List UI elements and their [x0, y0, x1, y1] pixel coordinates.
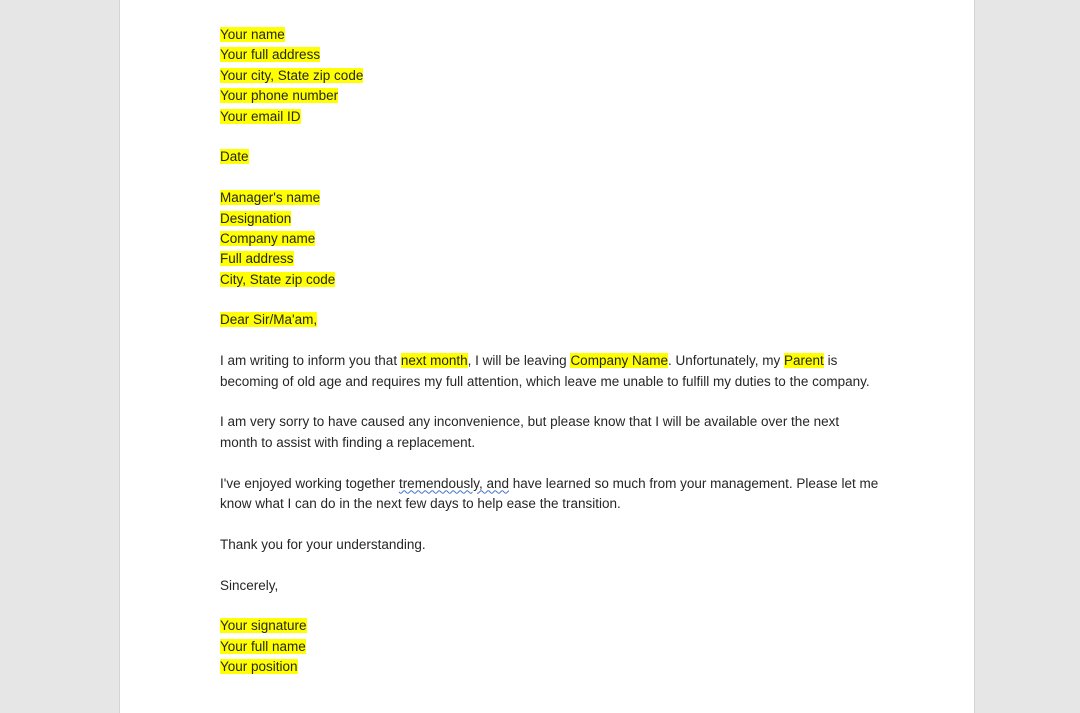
thanks-line: Thank you for your understanding. [220, 536, 426, 552]
sender-block [220, 25, 880, 45]
signature-position: Your position [220, 659, 298, 675]
paragraph-1-text: . Unfortunately, my [667, 353, 785, 369]
signature: Your signature [220, 618, 307, 634]
document-page [119, 0, 975, 713]
paragraph-1-text: I am writing to inform you that [220, 353, 401, 369]
signature-full-name: Your full name [220, 638, 306, 654]
paragraph-1-text: is becoming of old age and requires my full attention, which leave me unable to fulfill my duties to the company. [220, 353, 870, 389]
recipient-designation: Designation [220, 210, 292, 226]
closing-line: Sincerely, [220, 577, 279, 593]
paragraph-3-text: I've enjoyed working together [220, 475, 399, 491]
paragraph-3-text: have learned so much from your management. Please let me know what I can do in the next few days to help ease the transition. [220, 475, 879, 512]
sender-address: Your full address [220, 47, 321, 63]
placeholder-timing: next month [400, 353, 468, 369]
sender-name: Your name [220, 27, 285, 42]
recipient-address: Full address [220, 251, 294, 267]
paragraph-1 [220, 351, 880, 392]
recipient-name: Manager's name [220, 190, 321, 206]
paragraph-2: I am very sorry to have caused any inconvenience, but please know that I will be available over the next month to assist with finding a replacement. [220, 414, 840, 450]
paragraph-3 [220, 474, 880, 515]
placeholder-reason: Parent [784, 353, 824, 369]
letter-date: Date [220, 149, 249, 165]
letter-body[interactable] [220, 25, 880, 678]
placeholder-company: Company Name [570, 353, 668, 369]
recipient-company: Company name [220, 230, 316, 246]
sender-email: Your email ID [220, 108, 301, 124]
grammar-flag[interactable]: tremendously, and [398, 475, 510, 491]
recipient-city: City, State zip code [220, 271, 336, 287]
sender-city: Your city, State zip code [220, 67, 364, 83]
sender-phone: Your phone number [220, 88, 339, 104]
salutation: Dear Sir/Ma'am, [220, 312, 318, 328]
paragraph-1-text: , I will be leaving [467, 353, 571, 369]
